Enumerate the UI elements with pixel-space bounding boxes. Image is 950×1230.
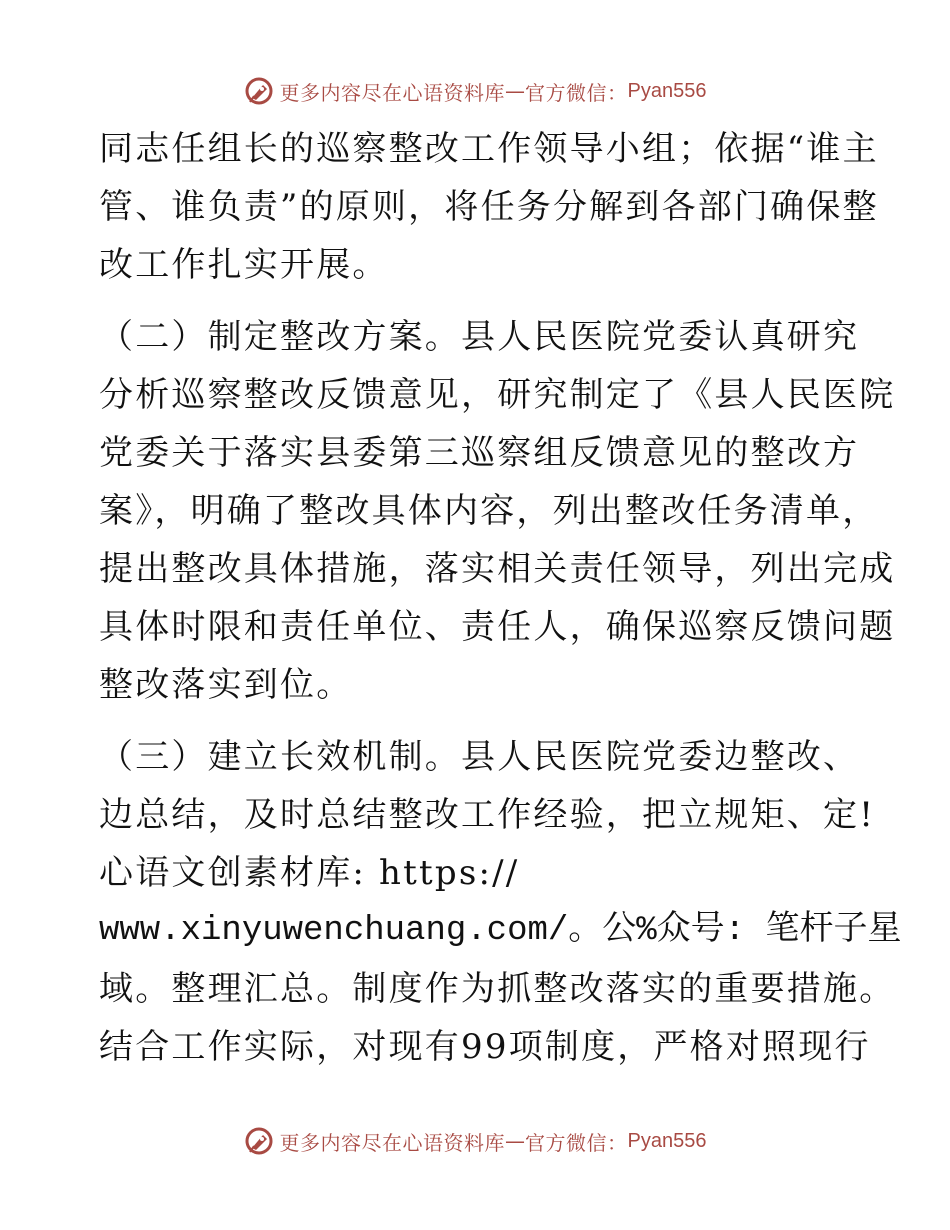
link-text-line: 心语文创素材库: https:// [99,853,520,893]
text-line: 整改落实到位。 [99,665,353,705]
paragraph-2 [99,308,896,714]
footer-watermark [0,1124,950,1158]
text-line: 管、谁负责”的原则，将任务分解到各部门确保整 [99,187,879,227]
header-wechat-id: Pyan556 [627,79,707,102]
text-line: 同志任组长的巡察整改工作领导小组；依据“谁主 [99,129,879,169]
footer-wechat-id: Pyan556 [627,1129,707,1152]
pen-nib-logo-icon [244,1126,274,1156]
footer-wechat-label: 官方微信： [525,1130,628,1155]
text-line: （二）制定整改方案。县人民医院党委认真研究 [99,317,860,357]
paragraph-3 [99,728,902,1076]
text-line: 结合工作实际，对现有99项制度，严格对照现行 [99,1027,871,1067]
text-line: 分析巡察整改反馈意见，研究制定了《县人民医院 [99,375,896,415]
header-separator: — [505,79,526,103]
text-line: 域。整理汇总。制度作为抓整改落实的重要措施。 [99,969,896,1009]
text-line: 案》，明确了整改具体内容，列出整改任务清单， [99,491,879,531]
text-line: 改工作扎实开展。 [99,245,389,285]
footer-separator: — [505,1129,526,1153]
footer-site-text: 更多内容尽在心语资料库 [279,1130,506,1155]
header-watermark [0,74,950,108]
header-site-text: 更多内容尽在心语资料库 [279,80,506,105]
text-line: （三）建立长效机制。县人民医院党委边整改、 [99,737,860,777]
paragraph-1 [99,120,879,294]
header-wechat-label: 官方微信： [525,80,628,105]
document-body [99,120,902,1076]
text-line: 党委关于落实县委第三巡察组反馈意见的整改方 [99,433,860,473]
text-line: 边总结，及时总结整改工作经验，把立规矩、定! [99,795,876,835]
text-line: 具体时限和责任单位、责任人，确保巡察反馈问题 [99,607,896,647]
text-line: 提出整改具体措施，落实相关责任领导，列出完成 [99,549,896,589]
url-text-line: www.xinyuwenchuang.com/。公%众号: 笔杆子星 [99,912,902,950]
pen-nib-logo-icon [244,76,274,106]
